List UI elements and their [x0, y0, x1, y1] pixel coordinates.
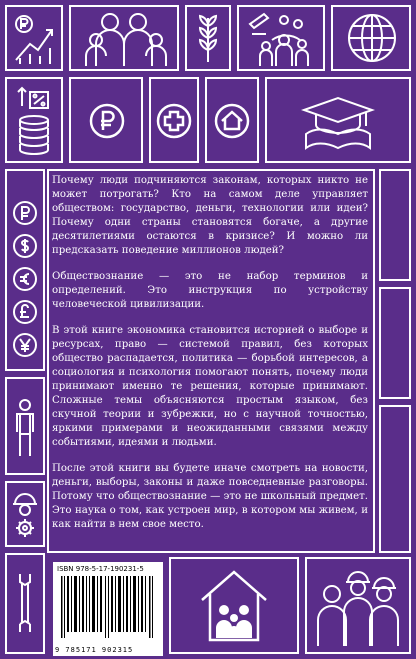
wrench-icon — [14, 572, 36, 634]
isbn-label: ISBN 978-5-17-190231-5 — [57, 565, 144, 573]
family-icon — [82, 10, 170, 68]
dollar-icon — [12, 233, 38, 259]
globe-icon — [346, 12, 398, 64]
paragraph-1: Почему люди подчиняются законам, которых никто не может потрогать? Кто на самом деле управляет обществом: государство, деньги, технологии или идеи? Почему одни страны становятся богаче, а другие десятилетиями остаются в кризисе? И можно ли предсказать поведение миллионов людей? — [52, 175, 368, 256]
ruble-icon — [12, 200, 38, 226]
wheat-icon — [194, 12, 222, 64]
home-family-icon — [198, 566, 270, 646]
isbn-barcode — [53, 562, 163, 656]
ruble-coin-icon — [88, 102, 126, 140]
paragraph-2: Обществознание — это не набор терминов и определений. Это инструкция по устройству человеческой цивилизации. — [52, 271, 368, 310]
paragraph-3: В этой книге экономика становится историей о выборе и ресурсах, право — системой правил, без которых общество распадается, политика — борьбой интересов, а социология и психология помогают понять, почему люди принимают именно те решения, которые принимают. Сложные темы объясняются простым языком, без скучной теории и зубрежки, но с научной точностью, яркими примерами и неожиданными связями между событиями, идеями и людьми. — [52, 325, 368, 448]
isbn-digits: 9 785171 902315 — [55, 646, 134, 654]
worker-gear-icon — [9, 490, 41, 538]
barcode-bars — [61, 576, 157, 638]
annotation-text — [52, 174, 368, 554]
graduation-cap-icon — [300, 94, 376, 150]
person-icon — [14, 398, 36, 458]
ruble-growth-icon — [12, 12, 58, 66]
pound-icon — [12, 299, 38, 325]
house-coin-icon — [213, 102, 251, 140]
justice-group-icon — [244, 10, 318, 68]
euro-icon — [12, 266, 38, 292]
paragraph-4: После этой книги вы будете иначе смотреть на новости, деньги, выборы, законы и даже повседневные разговоры. Потому что обществознание — это не школьный предмет. Это наука о том, как устроен мир, в котором мы живем, и как найти в нем свое место. — [52, 463, 368, 530]
plus-coin-icon — [155, 102, 193, 140]
yen-icon — [12, 332, 38, 358]
percent-coins-icon — [14, 84, 54, 158]
workers-icon — [312, 564, 404, 648]
